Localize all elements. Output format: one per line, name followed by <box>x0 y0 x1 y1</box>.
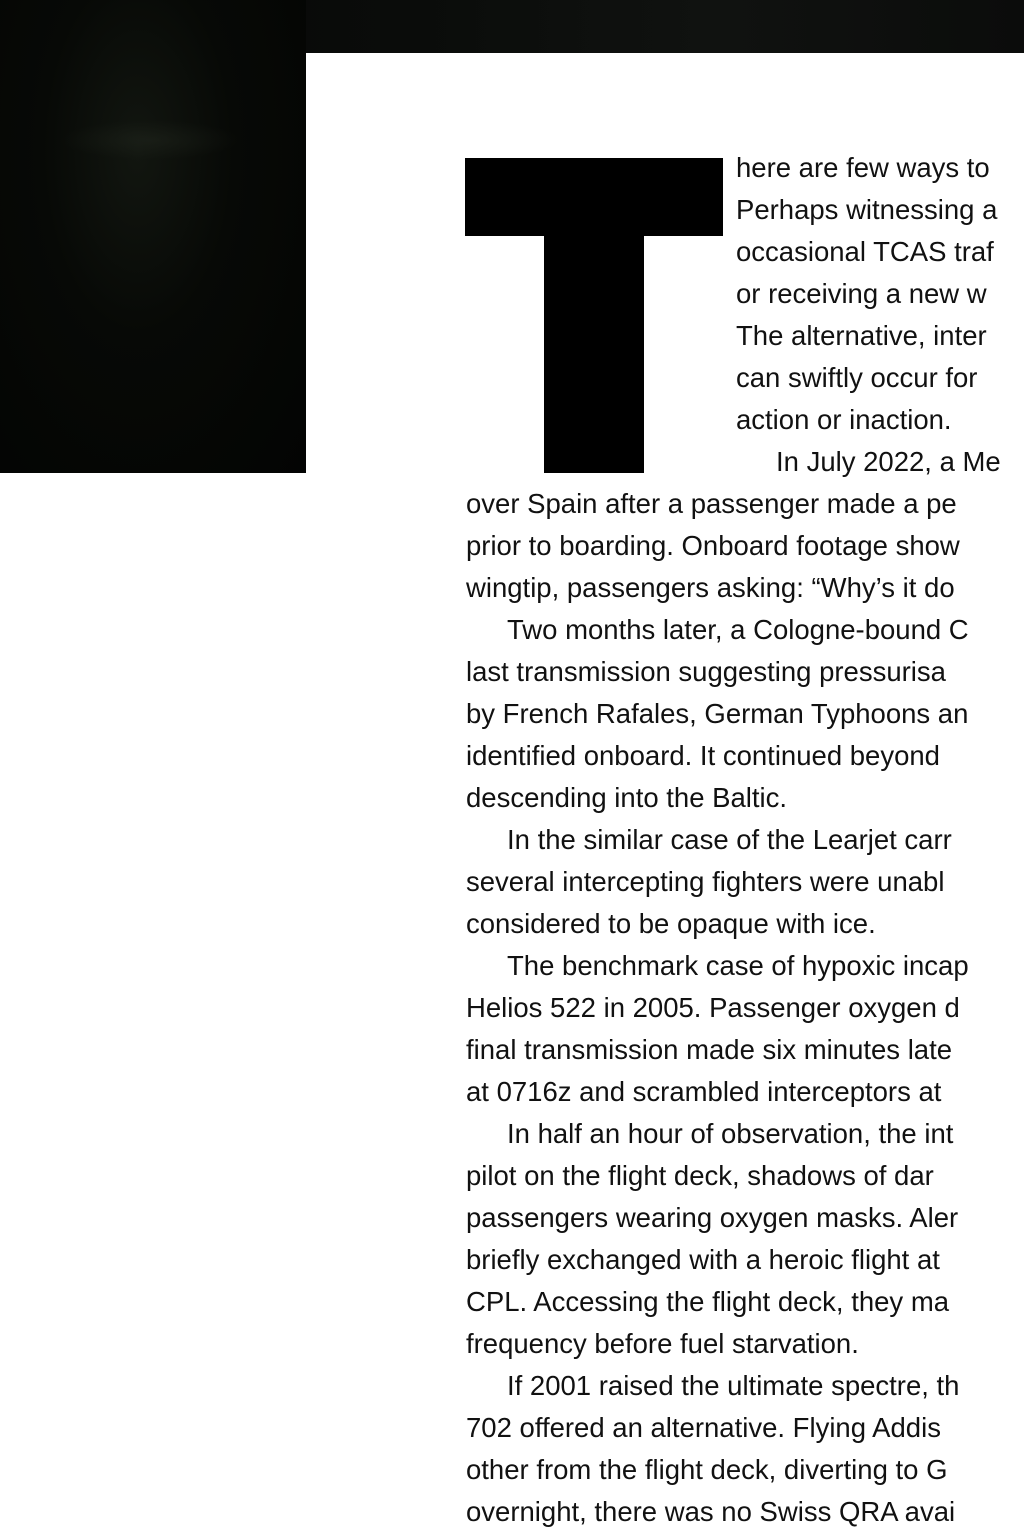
text-line: CPL. Accessing the flight deck, they ma <box>466 1286 950 1317</box>
text-line: final transmission made six minutes late <box>466 1034 953 1065</box>
text-line: In half an hour of observation, the int <box>507 1118 954 1149</box>
photo-haze <box>60 120 240 160</box>
text-line: Perhaps witnessing a <box>736 194 998 225</box>
text-line: occasional TCAS traf <box>736 236 994 267</box>
article-body <box>466 147 1024 1533</box>
drop-cap <box>465 158 723 473</box>
text-line: briefly exchanged with a heroic flight at <box>466 1244 940 1275</box>
text-line: considered to be opaque with ice. <box>466 908 876 939</box>
text-line: In July 2022, a Me <box>776 446 1001 477</box>
text-line: identified onboard. It continued beyond <box>466 740 940 771</box>
paragraph-5 <box>466 945 1024 1113</box>
text-line: prior to boarding. Onboard footage show <box>466 530 960 561</box>
paragraph-3 <box>466 609 1024 819</box>
paragraph-6 <box>466 1113 1024 1365</box>
text-line: or receiving a new w <box>736 278 987 309</box>
text-line: over Spain after a passenger made a pe <box>466 488 957 519</box>
text-line: by French Rafales, German Typhoons an <box>466 698 969 729</box>
paragraph-4 <box>466 819 1024 945</box>
text-line: pilot on the flight deck, shadows of dar <box>466 1160 934 1191</box>
text-line: Helios 522 in 2005. Passenger oxygen d <box>466 992 960 1023</box>
text-line: other from the flight deck, diverting to G <box>466 1454 948 1485</box>
text-line: In the similar case of the Learjet carr <box>507 824 952 855</box>
text-line: here are few ways to <box>736 152 990 183</box>
article-photo <box>0 0 306 473</box>
text-line: descending into the Baltic. <box>466 782 788 813</box>
text-line: last transmission suggesting pressurisa <box>466 656 946 687</box>
text-line: The alternative, inter <box>736 320 987 351</box>
text-line: wingtip, passengers asking: “Why’s it do <box>466 572 955 603</box>
text-line: can swiftly occur for <box>736 362 978 393</box>
text-line: frequency before fuel starvation. <box>466 1328 859 1359</box>
text-line: passengers wearing oxygen masks. Aler <box>466 1202 959 1233</box>
text-line: action or inaction. <box>736 404 952 435</box>
text-line: overnight, there was no Swiss QRA avai <box>466 1496 956 1527</box>
paragraph-7 <box>466 1365 1024 1533</box>
text-line: 702 offered an alternative. Flying Addis <box>466 1412 941 1443</box>
text-line: If 2001 raised the ultimate spectre, th <box>507 1370 960 1401</box>
text-line: several intercepting fighters were unabl <box>466 866 945 897</box>
text-line: at 0716z and scrambled interceptors at <box>466 1076 942 1107</box>
drop-cap-stem <box>544 158 644 473</box>
text-line: The benchmark case of hypoxic incap <box>507 950 969 981</box>
text-line: Two months later, a Cologne-bound C <box>507 614 969 645</box>
